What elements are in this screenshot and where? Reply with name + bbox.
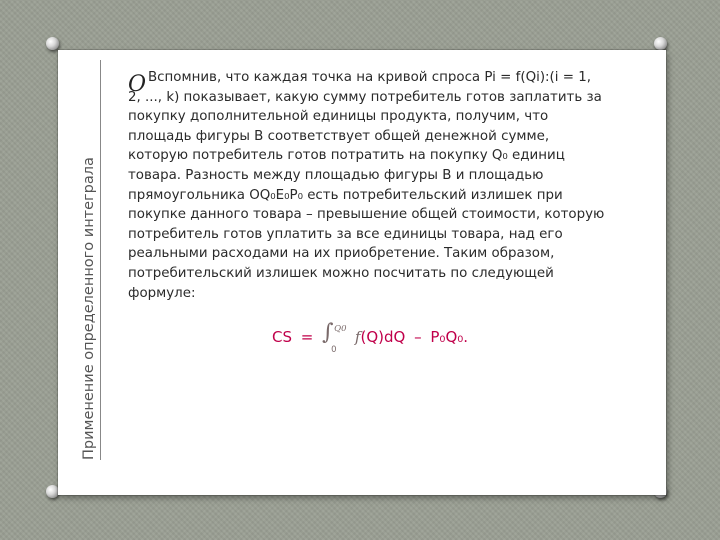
bullet-icon: O	[128, 72, 147, 97]
formula-subtrahend: P₀Q₀.	[430, 328, 469, 346]
integral-sign: ∫	[322, 319, 334, 345]
formula-integrand-rest: (Q)dQ	[360, 328, 406, 346]
integral-upper-limit: Q0	[334, 323, 347, 334]
formula-lhs: CS	[272, 328, 292, 346]
pushpin-icon-top-right	[654, 37, 667, 50]
formula-equals: =	[300, 328, 314, 346]
integral-symbol	[322, 319, 350, 355]
formula-function: f	[354, 328, 361, 346]
slide-title-vertical: Применение определенного интеграла	[78, 60, 101, 460]
body-paragraph: Вспомнив, что каждая точка на кривой спроса Pi = f(Qi):(i = 1, 2, ..., k) показывает, какую сумму потребитель готов заплатить за покупку дополнительной единицы продукта, получим, что площадь фигуры B соответствует общей денежной сумме, которую потребитель готов потратить на покупку Q₀ единиц товара. Разность между площадью фигуры B и площадью прямоугольника OQ₀E₀P₀ есть потребительский излишек при покупке данного товара – превышение общей стоимости, которую потребитель готов уплатить за все единицы товара, над его реальными расходами на их приобретение. Таким образом, потребительский излишек можно посчитать по следующей формуле:	[128, 70, 605, 301]
integral-lower-limit: 0	[331, 344, 337, 355]
pushpin-icon-top-left	[46, 37, 59, 50]
formula-minus: –	[414, 328, 422, 346]
consumer-surplus-formula	[272, 319, 469, 355]
